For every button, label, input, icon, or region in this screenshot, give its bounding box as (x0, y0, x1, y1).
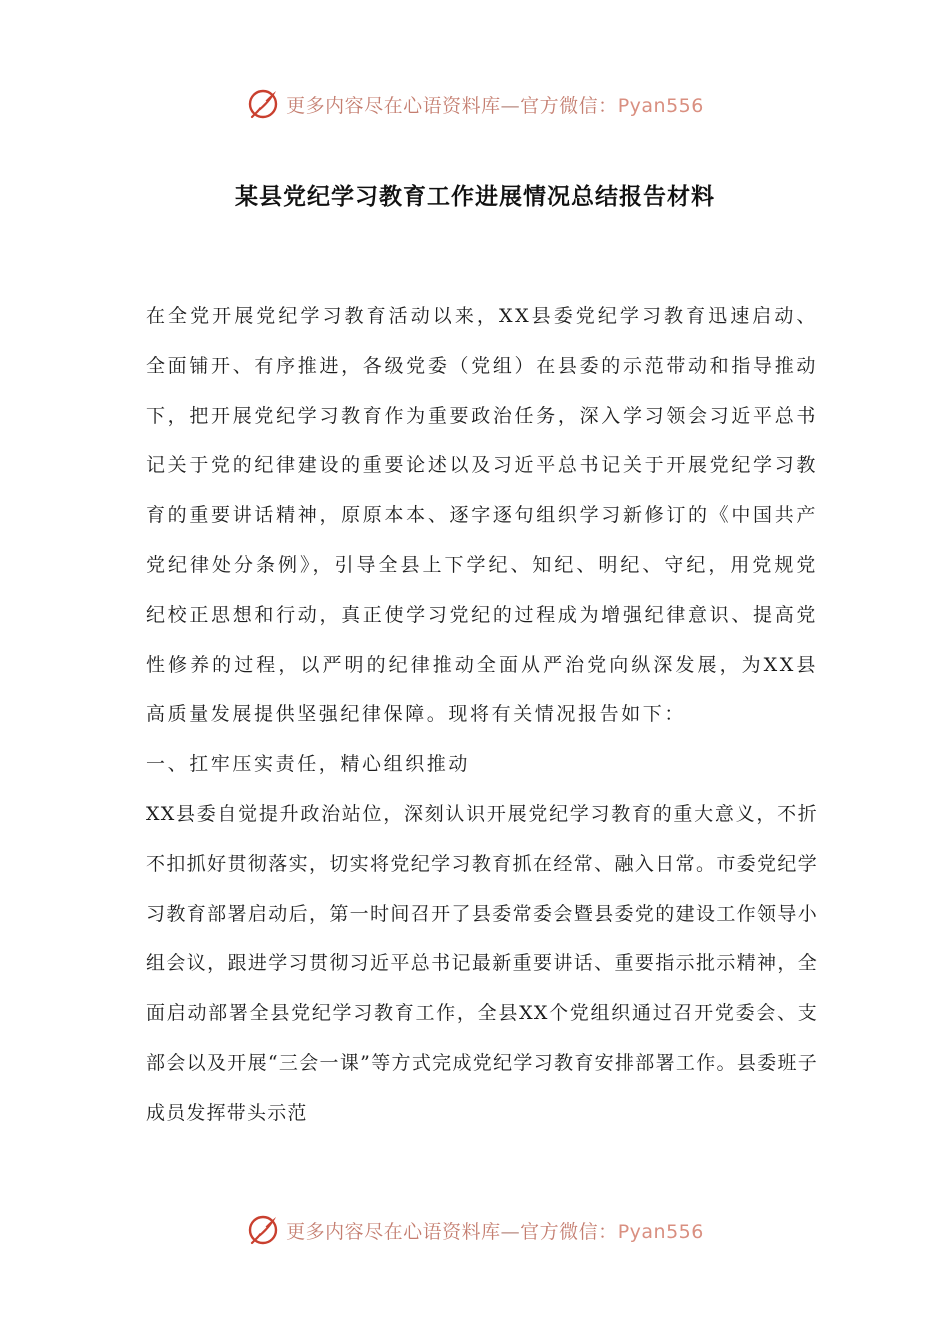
watermark-wechat-label: 官方微信： (520, 94, 618, 117)
document-body (146, 292, 818, 1139)
watermark-wechat-id: Pyan556 (617, 94, 704, 117)
watermark-dash: — (500, 94, 521, 117)
watermark-dash: — (500, 1220, 521, 1243)
intro-paragraph: 在全党开展党纪学习教育活动以来，XX县委党纪学习教育迅速启动、全面铺开、有序推进，各级党委（党组）在县委的示范带动和指导推动下，把开展党纪学习教育作为重要政治任务，深入学习领会习近平总书记关于党的纪律建设的重要论述以及习近平总书记关于开展党纪学习教育的重要讲话精神，原原本本、逐字逐句组织学习新修订的《中国共产党纪律处分条例》，引导全县上下学纪、知纪、明纪、守纪，用党规党纪校正思想和行动，真正使学习党纪的过程成为增强纪律意识、提高党性修养的过程，以严明的纪律推动全面从严治党向纵深发展，为XX县高质量发展提供坚强纪律保障。现将有关情况报告如下： (146, 305, 818, 726)
watermark-wechat-label: 官方微信： (520, 1220, 618, 1243)
document-title: 某县党纪学习教育工作进展情况总结报告材料 (235, 183, 715, 210)
quill-pen-logo-icon (246, 87, 280, 121)
watermark-header (0, 84, 950, 124)
watermark-text (286, 1217, 704, 1244)
watermark-site-text: 更多内容尽在心语资料库 (286, 94, 501, 117)
watermark-text (286, 91, 704, 118)
watermark-wechat-id: Pyan556 (617, 1220, 704, 1243)
watermark-footer (0, 1210, 950, 1250)
section-heading-1: 一、扛牢压实责任，精心组织推动 (146, 753, 471, 776)
quill-pen-logo-icon (246, 1213, 280, 1247)
watermark-site-text: 更多内容尽在心语资料库 (286, 1220, 501, 1243)
section-1-paragraph: XX县委自觉提升政治站位，深刻认识开展党纪学习教育的重大意义，不折不扣抓好贯彻落实，切实将党纪学习教育抓在经常、融入日常。市委党纪学习教育部署启动后，第一时间召开了县委常委会暨县委党的建设工作领导小组会议，跟进学习贯彻习近平总书记最新重要讲话、重要指示批示精神，全面启动部署全县党纪学习教育工作，全县XX个党组织通过召开党委会、支部会以及开展“三会一课”等方式完成党纪学习教育安排部署工作。县委班子成员发挥带头示范 (146, 802, 818, 1124)
